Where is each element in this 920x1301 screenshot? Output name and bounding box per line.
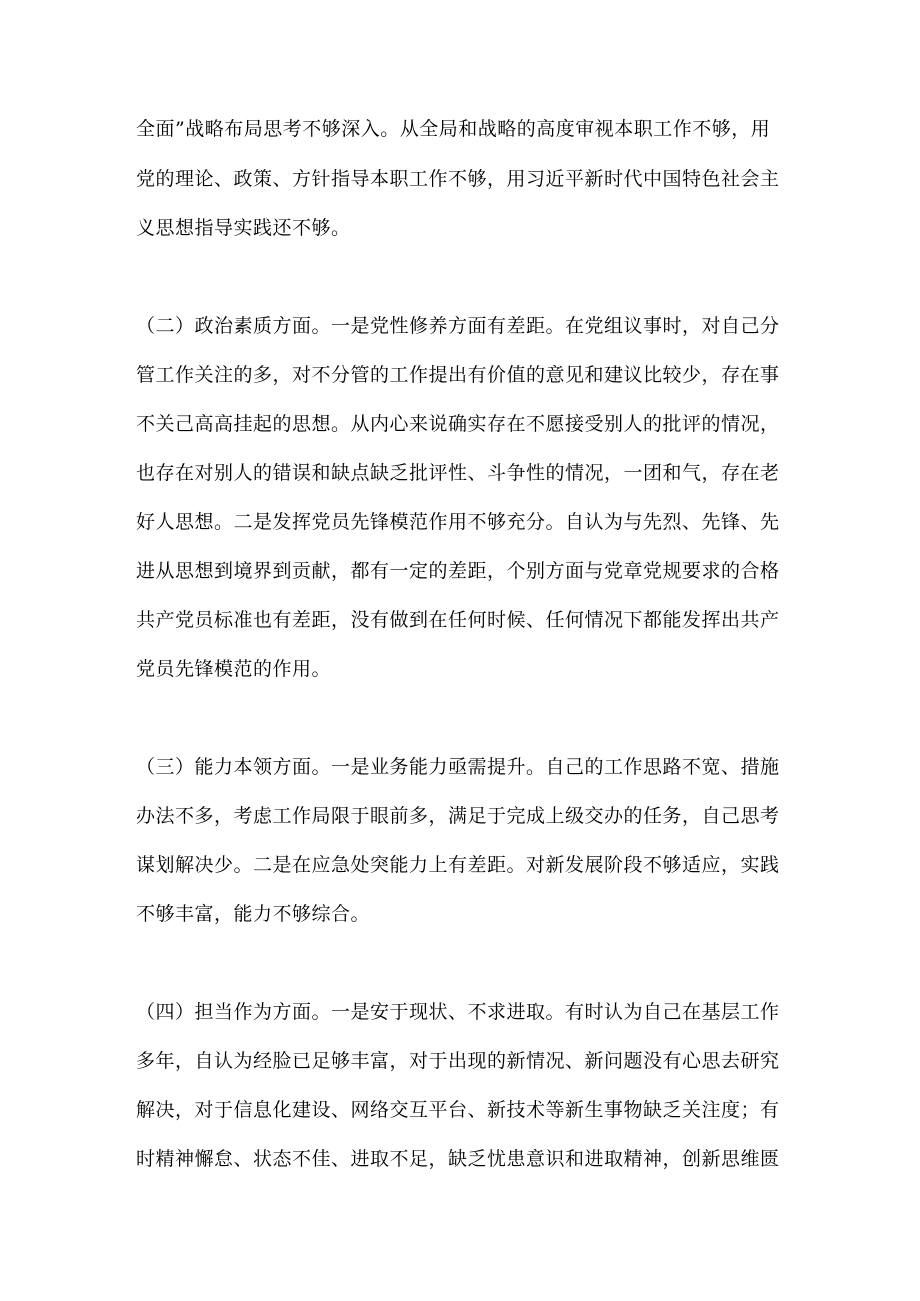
- text-line: 义思想指导实践还不够。: [136, 217, 351, 239]
- text-line: 多年，自认为经脸已足够丰富，对于出现的新情况、新问题没有心思去研究: [136, 1050, 780, 1072]
- text-line: （二）政治素质方面。一是党性修养方面有差距。在党组议事时，对自己分: [136, 315, 780, 337]
- text-line: （三）能力本领方面。一是业务能力亟需提升。自己的工作思路不宽、措施: [136, 756, 780, 778]
- text-line: 谋划解决少。二是在应急处突能力上有差距。对新发展阶段不够适应，实践: [136, 854, 780, 876]
- text-line: 全面”战略布局思考不够深入。从全局和战略的高度审视本职工作不够，用: [136, 118, 771, 140]
- text-line: 不够丰富，能力不够综合。: [136, 903, 371, 925]
- text-line: 党的理论、政策、方针指导本职工作不够，用习近平新时代中国特色社会主: [136, 168, 780, 190]
- text-line: 也存在对别人的错误和缺点缺乏批评性、斗争性的情况，一团和气，存在老: [136, 462, 780, 484]
- text-line: 办法不多，考虑工作局限于眼前多，满足于完成上级交办的任务，自己思考: [136, 805, 780, 827]
- text-line: 不关己高高挂起的思想。从内心来说确实存在不愿接受别人的批评的情况，: [136, 413, 780, 435]
- text-line: 解决，对于信息化建设、网络交互平台、新技术等新生事物缺乏关注度；有: [136, 1099, 780, 1121]
- text-line: 时精神懈怠、状态不佳、进取不足，缺乏忧患意识和进取精神，创新思维匮: [136, 1148, 780, 1170]
- text-line: 进从思想到境界到贡献，都有一定的差距，个别方面与党章党规要求的合格: [136, 560, 780, 582]
- text-line: 好人思想。二是发挥党员先锋模范作用不够充分。自认为与先烈、先锋、先: [136, 511, 780, 533]
- text-line: （四）担当作为方面。一是安于现状、不求进取。有时认为自己在基层工作: [136, 1001, 780, 1023]
- text-line: 党员先锋模范的作用。: [136, 658, 332, 680]
- text-line: 共产党员标准也有差距，没有做到在任何时候、任何情况下都能发挥出共产: [136, 609, 780, 631]
- text-line: 管工作关注的多，对不分管的工作提出有价值的意见和建议比较少，存在事: [136, 364, 780, 386]
